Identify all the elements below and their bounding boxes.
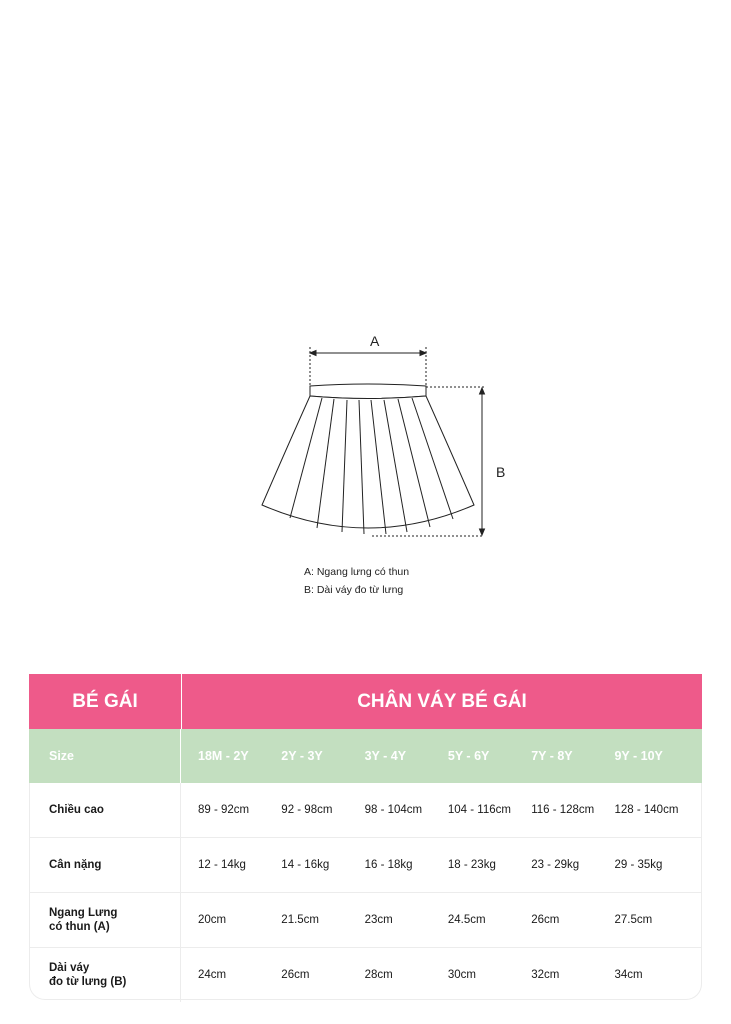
table-cell: 28cm [364,969,393,981]
row-label [29,838,181,892]
table-cell: 89 - 92cm [198,804,250,816]
size-cell: 5Y - 6Y [447,749,490,763]
table-cell: 14 - 16kg [281,859,330,871]
row-label-text: Chiều cao [49,804,104,816]
table-row-waist [29,893,702,948]
size-cell: 7Y - 8Y [531,749,573,763]
table-row-weight [29,838,702,893]
skirt-waistband [310,384,426,399]
size-chart-table [29,674,702,1000]
table-header [29,674,702,729]
row-label-text: Cân nặng [49,859,102,871]
size-cell: 18M - 2Y [198,749,249,763]
row-label-text: Dài váy [49,962,90,974]
label-a: A [370,333,380,349]
table-cell: 128 - 140cm [614,804,679,816]
table-row-length [29,948,702,1002]
row-label-text: Ngang Lưng [49,907,118,919]
row-label-text: đo từ lưng (B) [49,976,127,988]
label-b: B [496,464,506,480]
table-cell: 98 - 104cm [364,804,423,816]
skirt-body [262,396,474,528]
table-cell: 104 - 116cm [447,804,511,816]
table-cell: 32cm [531,969,560,981]
measure-a-arrow-left [310,351,316,356]
table-cell: 27.5cm [614,914,653,926]
table-cell: 24.5cm [447,914,486,926]
table-cell: 24cm [198,969,227,981]
skirt-measurement-diagram [250,325,506,550]
table-cell: 16 - 18kg [364,859,413,871]
table-cell: 18 - 23kg [447,859,496,871]
row-label [29,783,181,837]
legend-b: B: Dài váy đo từ lưng [304,584,404,596]
measure-a-arrow-right [420,351,426,356]
measure-b-arrow-top [480,388,485,394]
table-cell: 26cm [281,969,310,981]
table-cell: 26cm [531,914,560,926]
row-label [29,948,181,1002]
measure-b-arrow-bottom [480,529,485,535]
size-cell: 9Y - 10Y [614,749,663,763]
table-cell: 20cm [198,914,227,926]
size-cell: 3Y - 4Y [364,749,407,763]
legend-a: A: Ngang lưng có thun [304,566,410,578]
table-cell: 23cm [364,914,393,926]
row-label-text: có thun (A) [49,921,110,933]
size-cell: 2Y - 3Y [281,749,323,763]
table-cell: 29 - 35kg [614,859,663,871]
size-row [29,729,702,783]
header-title: CHÂN VÁY BÉ GÁI [357,690,527,712]
table-row-height [29,783,702,838]
table-cell: 34cm [614,969,643,981]
table-cell: 21.5cm [281,914,320,926]
diagram-legend [304,563,409,599]
size-row-label: Size [29,729,181,783]
table-cell: 92 - 98cm [281,804,333,816]
table-cell: 30cm [447,969,477,981]
table-cell: 12 - 14kg [198,859,246,871]
row-label [29,893,181,947]
table-cell: 23 - 29kg [531,859,580,871]
table-cell: 116 - 128cm [531,804,595,816]
header-category: BÉ GÁI [29,674,182,729]
